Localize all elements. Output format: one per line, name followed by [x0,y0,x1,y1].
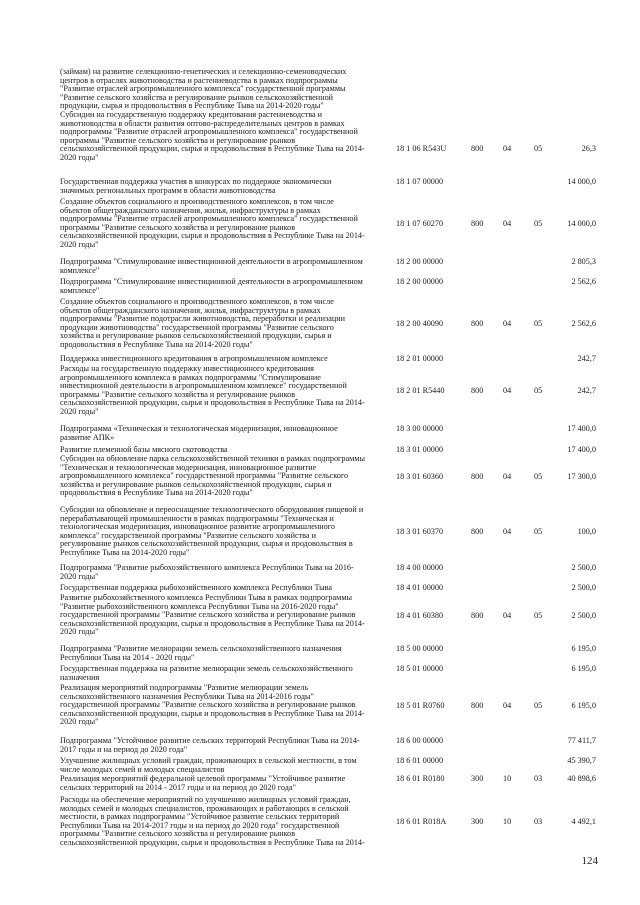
row-name: Создание объектов социального и производственного комплексов, в том числе объектов общегражданского назначения, жилья, инфраструктуры в рамках подпрограммы "Развитие подотрасли животноводства, переработки и реализации продукции животноводства" государственной программы "Развитие сельского хозяйства и регулирование рынков сельскохозяйственной продукции, сырья и продовольствия в Республике Тыва на 2014-2020 годы" [60,297,346,349]
row-code: 18 3 01 60370 [396,527,444,536]
row-subsection: 05 [534,527,543,536]
row-subsection: 05 [534,701,543,710]
row-section: 04 [503,319,512,328]
row-code: 18 3 00 00000 [396,424,444,433]
row-amount: 2 500,0 [571,611,596,620]
row-amount: 242,7 [577,354,596,363]
row-subsection: 05 [534,386,543,395]
row-amount: 242,7 [577,386,596,395]
row-amount: 2 805,3 [571,257,596,266]
row-amount: 17 400,0 [567,445,596,454]
row-name: Развитие племенной базы мясного скотоводства [60,445,228,454]
row-section: 04 [503,701,512,710]
row-name: Подпрограмма «Техническая и технологическая модернизация, инновационное развитие АПК» [60,424,338,442]
row-name: Подпрограмма "Развитие мелиорации земель сельскохозяйственного назначения Республики Тыва на 2014 - 2020 годы" [60,644,342,662]
row-amount: 2 562,6 [571,319,596,328]
row-amount: 6 195,0 [571,644,596,653]
row-subsection: 05 [534,611,543,620]
row-name: Государственная поддержка участия в конкурсах по поддержке экономически значимых региональных программ в области животноводства [60,177,332,195]
row-section: 04 [503,611,512,620]
row-name: Реализация мероприятий подпрограммы "Развитие мелиорации земель сельскохозяйственного назначения Республики Тыва на 2014-2016 годы" государственной программы "Развитие сельского хозяйства и регулирование рынков сельскохозяйственной продукции, сырья и продовольствия в Республике Тыва на 2014- 2020 годы" [60,683,365,727]
row-expense-type: 800 [471,527,484,536]
row-amount: 17 300,0 [567,472,596,481]
row-section: 04 [503,527,512,536]
row-subsection: 03 [534,774,543,783]
row-name: Субсидии на обновление парка сельскохозяйственной техники в рамках подпрограммы "Техническая и технологическая модернизация, инновационное развитие агропромышленного комплекса" государственной программы "Развитие сельского хозяйства и регулирование рынков сельскохозяйственной продукции, сырья и продовольствия в Республике Тыва на 2014-2020 годы" [60,454,365,498]
row-section: 04 [503,144,512,153]
row-code: 18 3 01 00000 [396,445,444,454]
row-name: Государственная поддержка рыбохозяйственного комплекса Республики Тыва [60,583,332,592]
row-code: 18 6 00 00000 [396,736,444,745]
row-expense-type: 800 [471,472,484,481]
row-name: Субсидии на обновление и переоснащение технологического оборудования пищевой и перерабатывающей промышленности в рамках подпрограммы "Техническая и технологическая модернизация, инновационное развитие агропромышленного комплекса" государственной программы "Развитие сельского хозяйства и регулирование рынков сельскохозяйственной продукции, сырья и продовольствия в Республике Тыва на 2014-2020 годы" [60,505,364,557]
row-code: 18 1 07 60270 [396,219,444,228]
row-name: Улучшение жилищных условий граждан, проживающих в сельской местности, в том числе молодых семей и молодых специалистов [60,756,357,774]
row-section: 04 [503,472,512,481]
row-code: 18 5 01 00000 [396,664,444,673]
row-subsection: 05 [534,319,543,328]
row-amount: 6 195,0 [571,701,596,710]
row-code: 18 4 01 00000 [396,583,444,592]
row-amount: 40 898,6 [567,774,596,783]
row-code: 18 1 06 R543U [396,144,447,153]
row-amount: 17 400,0 [567,424,596,433]
row-code: 18 2 00 00000 [396,257,444,266]
row-code: 18 6 01 R0180 [396,774,445,783]
row-code: 18 1 07 00000 [396,177,444,186]
row-name: Подпрограмма "Развитие рыбохозяйственного комплекса Республики Тыва на 2016- 2020 годы" [60,563,354,581]
row-amount: 26,3 [581,144,596,153]
row-amount: 2 562,6 [571,277,596,286]
page-number: 124 [581,855,598,867]
row-section: 10 [503,774,512,783]
row-code: 18 6 01 00000 [396,756,444,765]
row-name: Государственная поддержка на развитие мелиорации земель сельскохозяйственного назначения [60,664,353,682]
row-name: Реализация мероприятий федеральной целевой программы "Устойчивое развитие сельских территорий на 2014 - 2017 годы и на период до 2020 года" [60,774,346,792]
row-name: (займам) на развитие селекционно-генетических и селекционно-семеноводческих центров в отраслях животноводства и растениеводства в рамках подпрограммы "Развитие отраслей агропромышленного комплекса" государственной программы "Развитие сельского хозяйства и регулирование рынков сельскохозяйственной продукции, сырья и продовольствия в Республике Тыва на 2014-2020 годы" Субсидии на государственную поддержку кредитования растениеводства и животноводства в области развития оптово-распределительных центров в рамках подпрограммы "Развитие отраслей агропромышленного комплекса" государственной программы "Развитие сельского хозяйства и регулирование рынков сельскохозяйственной продукции, сырья и продовольствия в Республике Тыва на 2014- 2020 годы" [60,67,365,162]
row-subsection: 05 [534,472,543,481]
row-amount: 6 195,0 [571,664,596,673]
row-expense-type: 800 [471,701,484,710]
row-name: Расходы на государственную поддержку инвестиционного кредитования агропромышленного комплекса в рамках подпрограммы "Стимулирование инвестиционной деятельности в агропромышленном комплексе" государственной программы "Развитие сельского хозяйства и регулирование рынков сельскохозяйственной продукции, сырья и продовольствия в Республике Тыва на 2014- 2020 годы" [60,364,365,416]
row-code: 18 2 00 00000 [396,277,444,286]
row-amount: 77 411,7 [567,736,596,745]
row-section: 10 [503,817,512,826]
row-amount: 14 000,0 [567,177,596,186]
row-code: 18 4 00 00000 [396,563,444,572]
row-amount: 45 390,7 [567,756,596,765]
row-amount: 4 492,1 [571,817,596,826]
row-subsection: 05 [534,219,543,228]
row-amount: 14 000,0 [567,219,596,228]
row-code: 18 2 01 00000 [396,354,444,363]
row-section: 04 [503,219,512,228]
row-expense-type: 800 [471,144,484,153]
row-code: 18 5 01 R0760 [396,701,445,710]
row-code: 18 2 01 R5440 [396,386,445,395]
row-expense-type: 300 [471,817,484,826]
row-code: 18 3 01 60360 [396,472,444,481]
row-code: 18 2 00 40090 [396,319,444,328]
row-subsection: 03 [534,817,543,826]
row-name: Подпрограмма "Стимулирование инвестиционной деятельности в агропромышленном комплексе" [60,257,363,275]
row-amount: 2 500,0 [571,583,596,592]
row-expense-type: 300 [471,774,484,783]
row-section: 04 [503,386,512,395]
row-expense-type: 800 [471,319,484,328]
row-code: 18 5 00 00000 [396,644,444,653]
row-name: Подпрограмма "Устойчивое развитие сельских территорий Республики Тыва на 2014- 2017 годы и на период до 2020 года" [60,736,360,754]
row-expense-type: 800 [471,611,484,620]
row-name: Развитие рыбохозяйственного комплекса Республики Тыва в рамках подпрограммы "Развитие рыбохозяйственного комплекса Республики Тыва на 2016-2020 годы" государственной программы "Развитие сельского хозяйства и регулирование рынков сельскохозяйственной продукции, сырья и продовольствия в Республике Тыва на 2014- 2020 годы" [60,593,365,637]
row-subsection: 05 [534,144,543,153]
row-code: 18 4 01 60380 [396,611,444,620]
row-name: Создание объектов социального и производственного комплексов, в том числе объектов общегражданского назначения, жилья, инфраструктуры в рамках подпрограммы "Развитие отраслей агропромышленного комплекса" государственной программы "Развитие сельского хозяйства и регулирование рынков сельскохозяйственной продукции, сырья и продовольствия в Республике Тыва на 2014- 2020 годы" [60,197,365,249]
row-amount: 2 500,0 [571,563,596,572]
row-name: Расходы на обеспечение мероприятий по улучшению жилищных условий граждан, молодых семей и молодых специалистов, проживающих и работающих в сельской местности, в рамках подпрограммы "Устойчивое развитие сельских территорий Республики Тыва на 2014-2017 годы и на период до 2020 года" государственной программы "Развитие сельского хозяйства и регулирование рынков сельскохозяйственной продукции, сырья и продовольствия в Республике Тыва на 2014- [60,795,365,847]
row-expense-type: 800 [471,386,484,395]
row-name: Поддержка инвестиционного кредитования в агропромышленном комплексе [60,354,328,363]
row-name: Подпрограмма "Стимулирование инвестиционной деятельности в агропромышленном комплексе" [60,277,363,295]
row-expense-type: 800 [471,219,484,228]
row-amount: 100,0 [577,527,596,536]
row-code: 18 6 01 R018A [396,817,447,826]
